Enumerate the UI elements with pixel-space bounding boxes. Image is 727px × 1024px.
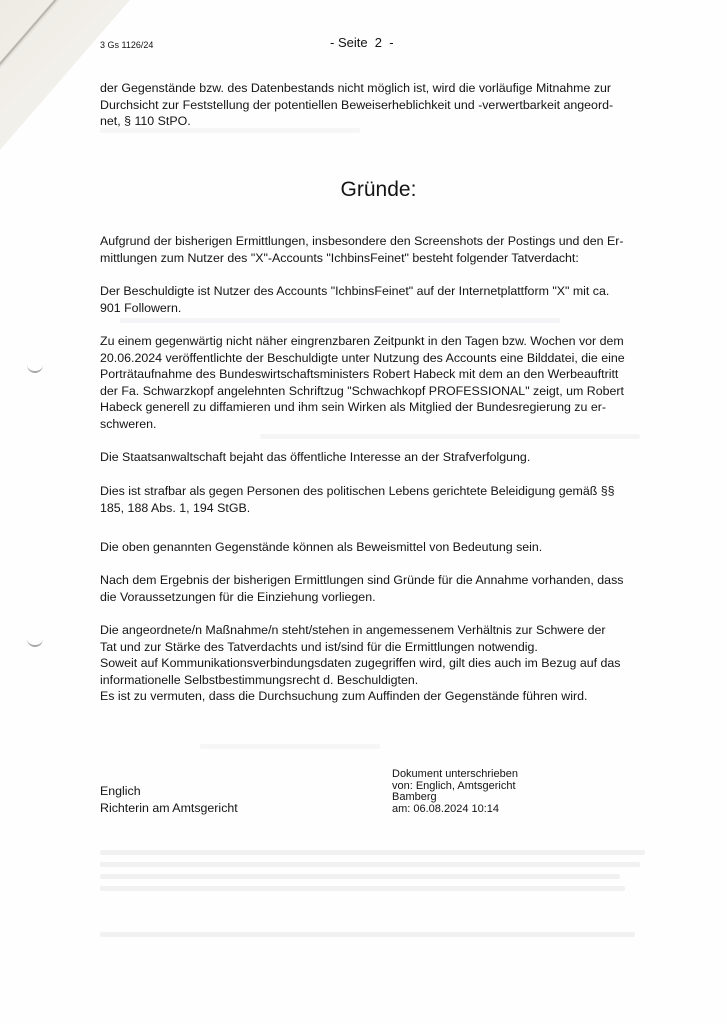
paragraph-suspicion xyxy=(100,233,623,266)
text-line: Die Staatsanwaltschaft bejaht das öffentliche Interesse an der Strafverfolgung. xyxy=(100,450,531,464)
text-line: der Fa. Schwarzkopf angelehnten Schriftzug "Schwachkopf PROFESSIONAL" zeigt, um Robert xyxy=(100,383,624,398)
text-line: der Gegenstände bzw. des Datenbestands nicht möglich ist, wird die vorläufige Mitnahme zur xyxy=(100,81,612,95)
bleed-through-mark xyxy=(200,744,380,749)
text-line: Die angeordnete/n Maßnahme/n steht/stehen in angemessenem Verhältnis zur Schwere der xyxy=(100,623,606,637)
text-line: Durchsicht zur Feststellung der potentiellen Beweiserheblichkeit und -verwertbarkeit angeord- xyxy=(100,97,614,112)
section-heading: Gründe: xyxy=(340,178,417,201)
text-line: die Voraussetzungen für die Einziehung vorliegen. xyxy=(100,589,376,604)
text-line: Es ist zu vermuten, dass die Durchsuchung zum Auffinden der Gegenstände führen wird. xyxy=(100,689,588,703)
text-line: schweren. xyxy=(100,416,157,431)
text-line: Der Beschuldigte ist Nutzer des Accounts "IchbinsFeinet" auf der Internetplattform "X" mit ca. xyxy=(100,284,610,298)
judge-signature-block xyxy=(100,783,238,817)
paragraph-public-interest xyxy=(100,449,530,466)
bleed-through-mark xyxy=(100,886,625,891)
text-line: Zu einem gegenwärtig nicht näher eingrenzbaren Zeitpunkt in den Tagen bzw. Wochen vor dem xyxy=(100,334,624,348)
punch-hole-mark xyxy=(27,362,43,373)
intro-paragraph xyxy=(100,80,613,130)
bleed-through-mark xyxy=(260,434,640,439)
text-line: 20.06.2024 veröffentlichte der Beschuldigte unter Nutzung des Accounts eine Bilddatei, die eine xyxy=(100,350,625,365)
e-signature-line: von: Englich, Amtsgericht xyxy=(392,779,516,792)
case-reference: 3 Gs 1126/24 xyxy=(100,40,154,50)
bleed-through-mark xyxy=(100,850,645,855)
e-signature-line: Dokument unterschrieben xyxy=(392,768,518,780)
text-line: net, § 110 StPO. xyxy=(100,114,191,128)
e-signature-line: am: 06.08.2024 10:14 xyxy=(392,802,500,815)
text-line: mittlungen zum Nutzer des "X"-Accounts "IchbinsFeinet" besteht folgender Tatverdacht: xyxy=(100,250,579,265)
bleed-through-mark xyxy=(100,874,620,879)
bleed-through-mark xyxy=(100,932,635,937)
text-line: Dies ist strafbar als gegen Personen des politischen Lebens gerichtete Beleidigung gemäß §§ xyxy=(100,484,615,498)
text-line: Die oben genannten Gegenstände können als Beweismittel von Bedeutung sein. xyxy=(100,540,543,554)
page-number: - Seite 2 - xyxy=(330,35,394,50)
paragraph-account xyxy=(100,283,609,316)
punch-hole-mark xyxy=(27,636,43,647)
text-line: Porträtaufnahme des Bundeswirtschaftsministers Robert Habeck mit dem an den Werbeauftritt xyxy=(100,367,619,381)
judge-title: Richterin am Amtsgericht xyxy=(100,801,238,815)
paragraph-facts xyxy=(100,333,625,432)
text-line: Aufgrund der bisherigen Ermittlungen, insbesondere den Screenshots der Postings und den Er- xyxy=(100,234,624,248)
text-line: Habeck generell zu diffamieren und ihm sein Wirken als Mitglied der Bundesregierung zu er- xyxy=(100,400,606,414)
paragraph-evidence xyxy=(100,539,542,556)
text-line: 185, 188 Abs. 1, 194 StGB. xyxy=(100,500,251,515)
paragraph-proportionality xyxy=(100,622,620,705)
bleed-through-mark xyxy=(100,862,640,867)
bleed-through-mark xyxy=(120,318,560,323)
e-signature-line: Bamberg xyxy=(392,791,437,803)
text-line: informationelle Selbstbestimmungsrecht d. Beschuldigten. xyxy=(100,672,419,687)
judge-name: Englich xyxy=(100,784,141,798)
bleed-through-mark xyxy=(100,128,360,133)
text-line: Soweit auf Kommunikationsverbindungsdaten zugegriffen wird, gilt dies auch im Bezug auf das xyxy=(100,656,621,670)
electronic-signature-block xyxy=(392,769,518,815)
paragraph-confiscation xyxy=(100,572,623,605)
text-line: Tat und zur Stärke des Tatverdachts und ist/sind für die Ermittlungen notwendig. xyxy=(100,639,538,654)
text-line: Nach dem Ergebnis der bisherigen Ermittlungen sind Gründe für die Annahme vorhanden, dass xyxy=(100,573,624,587)
text-line: 901 Followern. xyxy=(100,300,182,315)
paragraph-offense xyxy=(100,483,615,516)
